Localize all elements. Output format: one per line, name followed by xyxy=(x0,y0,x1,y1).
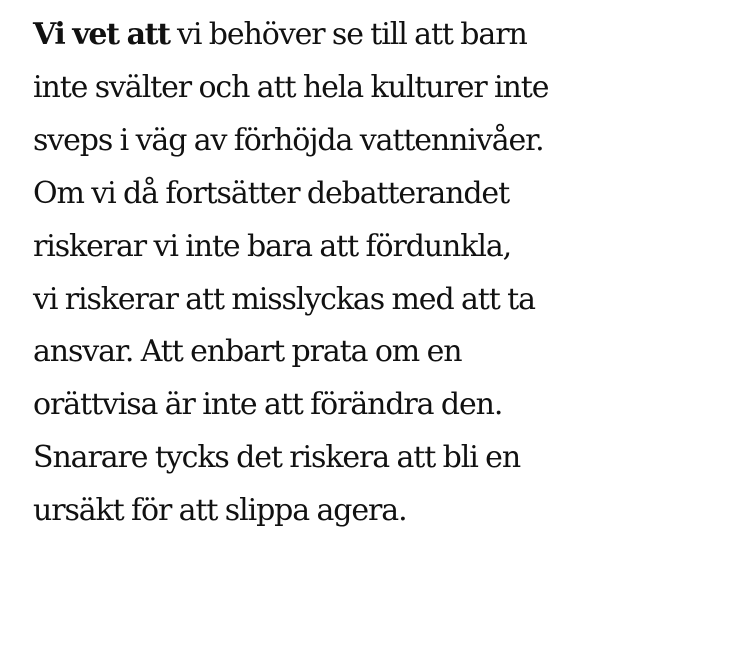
article-paragraph xyxy=(33,9,723,538)
paragraph-line: orättvisa är inte att förändra den. xyxy=(33,387,503,423)
paragraph-line: inte svälter och att hela kulturer inte xyxy=(33,69,549,105)
paragraph-line xyxy=(33,9,723,62)
paragraph-line: vi riskerar att misslyckas med att ta xyxy=(33,281,535,317)
lead-in-bold: Vi vet att xyxy=(33,17,170,52)
line-text: vi behöver se till att barn xyxy=(169,17,527,52)
paragraph-line: ursäkt för att slippa agera. xyxy=(33,493,407,529)
paragraph-line: sveps i väg av förhöjda vattennivåer. xyxy=(33,122,544,158)
paragraph-line: Om vi då fortsätter debatterandet xyxy=(33,175,510,211)
paragraph-line: riskerar vi inte bara att fördunkla, xyxy=(33,228,512,264)
paragraph-line: ansvar. Att enbart prata om en xyxy=(33,334,462,370)
paragraph-line: Snarare tycks det riskera att bli en xyxy=(33,440,521,476)
